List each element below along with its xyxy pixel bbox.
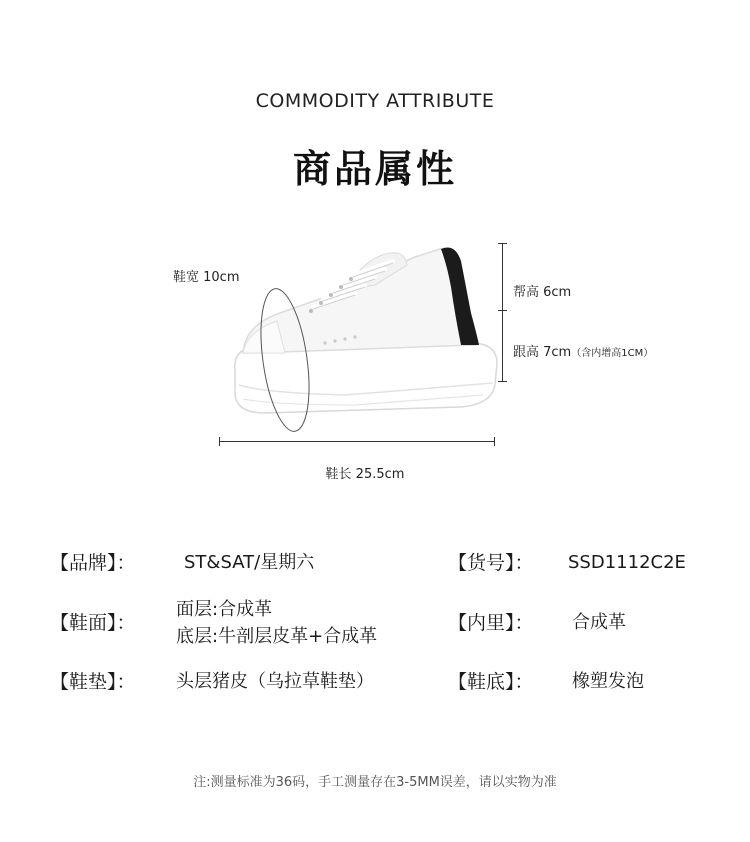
height-dimension-line bbox=[502, 243, 503, 382]
height-tick-middle bbox=[498, 310, 507, 311]
upper-material-label: 【鞋面】： bbox=[50, 612, 136, 634]
page-title: 商品属性 bbox=[292, 147, 457, 191]
brand-label: 【品牌】： bbox=[50, 552, 136, 574]
upper-material-inner: 底层:牛剖层皮革+合成革 bbox=[176, 626, 378, 647]
measurement-note: 注:测量标准为36码，手工测量存在3-5MM误差，请以实物为准 bbox=[193, 775, 557, 790]
sneaker-image bbox=[225, 235, 505, 435]
shoe-width-label: 鞋宽 10cm bbox=[173, 270, 240, 285]
outsole-value: 橡塑发泡 bbox=[572, 671, 644, 692]
brand-value: ST&SAT/星期六 bbox=[184, 552, 315, 573]
upper-material-outer: 面层:合成革 bbox=[176, 599, 273, 620]
height-tick-bottom bbox=[498, 381, 507, 382]
height-tick-top bbox=[498, 243, 507, 244]
subtitle-en: COMMODITY ATTRIBUTE bbox=[255, 90, 495, 112]
heel-height-label: 跟高 7cm bbox=[513, 345, 572, 360]
heel-height-row bbox=[513, 341, 653, 360]
length-tick-left bbox=[219, 437, 220, 446]
insole-value: 头层猪皮（乌拉草鞋垫） bbox=[176, 671, 374, 692]
lining-value: 合成革 bbox=[572, 612, 626, 633]
lining-label: 【内里】： bbox=[448, 612, 534, 634]
length-dimension-line bbox=[219, 441, 495, 442]
length-tick-right bbox=[494, 437, 495, 446]
insole-label: 【鞋垫】： bbox=[50, 671, 136, 693]
outsole-label: 【鞋底】： bbox=[448, 671, 534, 693]
heel-height-note: （含内增高1CM） bbox=[571, 348, 654, 359]
upper-height-label: 帮高 6cm bbox=[513, 285, 572, 300]
item-number-label: 【货号】： bbox=[448, 552, 534, 574]
item-number-value: SSD1112C2E bbox=[568, 552, 686, 573]
shoe-length-label: 鞋长 25.5cm bbox=[325, 467, 405, 482]
